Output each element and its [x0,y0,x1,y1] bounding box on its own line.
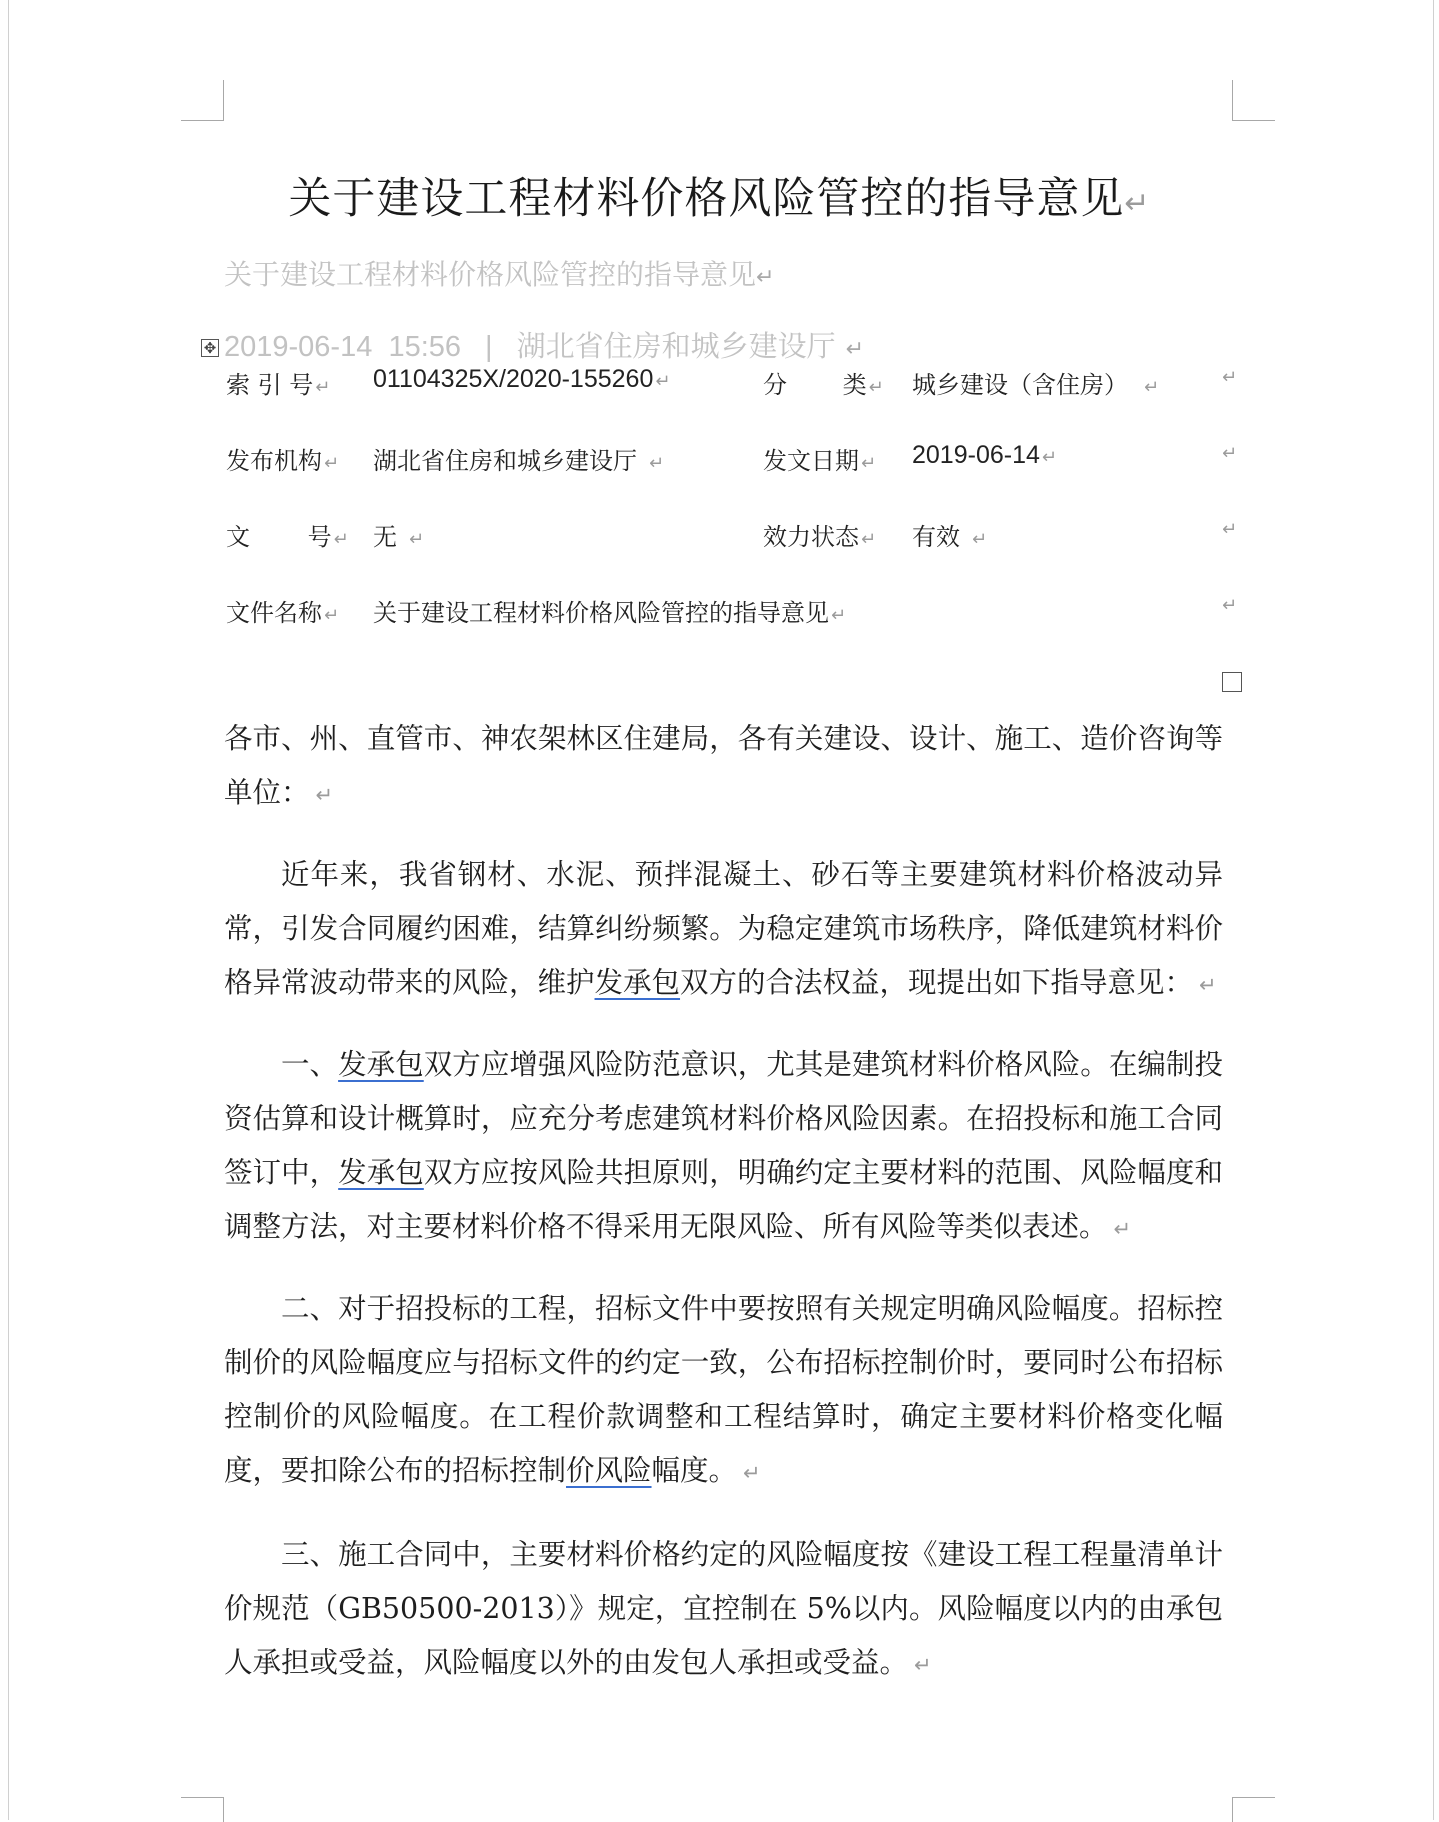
category-label-cell [763,365,884,400]
table-resize-handle[interactable] [1222,672,1242,692]
issuer-value: 湖北省住房和城乡建设厅 [373,447,637,475]
paragraph-mark: ↵ [1113,1217,1132,1241]
cell-mark: ↵ [655,371,671,392]
issuer-value-cell [373,441,664,476]
p2-text-a: 一、 [281,1048,339,1081]
publish-meta-line[interactable] [224,324,864,365]
cell-mark: ↵ [409,529,425,550]
document-title-text: 关于建设工程材料价格风险管控的指导意见 [288,174,1125,224]
cell-mark: ↵ [831,605,847,626]
index-label: 索 引 号 [226,371,314,399]
document-subtitle[interactable] [224,253,774,293]
p3-underlined-term: 价风险 [566,1454,652,1487]
index-value: 01104325X/2020-155260 [373,365,654,393]
meta-separator: | [485,331,493,363]
p3-text-b: 幅度。 [651,1454,738,1487]
paragraph-mark: ↵ [1124,186,1151,221]
issue-date-value-cell [912,441,1057,470]
issue-date-label: 发文日期 [763,447,859,475]
index-value-cell [373,365,670,394]
doc-number-label: 文 号 [226,523,332,551]
cell-mark: ↵ [324,605,340,626]
publish-time: 15:56 [388,331,462,363]
issue-date-value: 2019-06-14 [912,441,1040,469]
file-name-value-cell [373,593,846,628]
publish-source: 湖北省住房和城乡建设厅 [516,331,836,363]
publish-date: 2019-06-14 [224,331,373,363]
status-value: 有效 [912,523,960,551]
p3-text-a: 二、对于招投标的工程，招标文件中要按照有关规定明确风险幅度。招标控制价的风险幅度应与招标文件的约定一致，公布招标控制价时，要同时公布招标控制价的风险幅度。在工程价款调整和工程结算时，确定主要材料价格变化幅度，要扣除公布的招标控制 [224,1292,1223,1487]
cell-mark: ↵ [649,453,665,474]
paragraph-mark: ↵ [743,1461,761,1485]
doc-number-label-cell [226,517,349,552]
issuer-label: 发布机构 [226,447,322,475]
body-paragraph-3[interactable] [224,1528,1223,1692]
category-value-cell [912,365,1159,400]
status-value-cell [912,517,987,552]
file-name-label: 文件名称 [226,599,322,627]
p1-underlined-term: 发承包 [594,966,681,999]
cell-mark: ↵ [972,529,988,550]
paragraph-mark: ↵ [1199,973,1217,997]
p2-text-b: 双方应增强风险防范意识，尤其是建筑材料价格风险。在编制投资估算和设计概算时，应充分考虑建筑材料价格风险因素。在招投标和施工合同签订中， [224,1048,1223,1189]
cell-mark: ↵ [333,529,349,550]
table-move-handle-icon[interactable]: ✥ [201,339,219,357]
body-paragraph-2[interactable] [224,1282,1223,1500]
cell-mark: ↵ [868,377,884,398]
margin-corner-top-left [181,80,224,121]
p1-text-a: 近年来，我省钢材、水泥、预拌混凝土、砂石等主要建筑材料价格波动异常，引发合同履约困难，结算纠纷频繁。为稳定建筑市场秩序，降低建筑材料价格异常波动带来的风险，维护 [224,858,1223,999]
margin-corner-top-right [1232,80,1275,121]
document-title[interactable] [150,165,1289,226]
row-end-mark: ↵ [1222,519,1238,540]
category-label: 分 类 [763,371,867,399]
cell-mark: ↵ [324,453,340,474]
margin-corner-bottom-right [1232,1797,1275,1822]
cell-mark: ↵ [861,529,877,550]
paragraph-mark: ↵ [756,265,775,290]
paragraph-mark: ↵ [315,783,334,807]
file-name-label-cell [226,593,339,628]
cell-mark: ↵ [1041,447,1057,468]
p1-text-b: 双方的合法权益，现提出如下指导意见： [680,966,1194,999]
body-paragraph-1[interactable] [224,1038,1223,1256]
body-paragraph-intro[interactable] [224,848,1223,1012]
cell-mark: ↵ [861,453,877,474]
issue-date-label-cell [763,441,876,476]
doc-number-value: 无 [373,523,397,551]
file-name-value: 关于建设工程材料价格风险管控的指导意见 [373,599,829,627]
p2-text-c: 双方应按风险共担原则，明确约定主要材料的范围、风险幅度和调整方法，对主要材料价格不得采用无限风险、所有风险等类似表述。 [224,1156,1223,1243]
cell-mark: ↵ [315,377,331,398]
issuer-label-cell [226,441,339,476]
status-label-cell [763,517,876,552]
category-value: 城乡建设（含住房） [912,371,1128,399]
salutation-paragraph[interactable] [224,712,1223,822]
index-label-cell [226,365,330,400]
p2-underlined-term-1: 发承包 [338,1048,424,1081]
paragraph-mark: ↵ [914,1653,932,1677]
p4-text: 三、施工合同中，主要材料价格约定的风险幅度按《建设工程工程量清单计价规范（GB50500-2013）》规定，宜控制在 5%以内。风险幅度以内的由承包人承担或受益，风险幅度以外的由发包人承担或受益。 [224,1538,1223,1679]
status-label: 效力状态 [763,523,859,551]
row-end-mark: ↵ [1222,367,1238,388]
margin-corner-bottom-left [181,1797,224,1822]
salutation-text: 各市、州、直管市、神农架林区住建局，各有关建设、设计、施工、造价咨询等单位： [224,722,1223,809]
doc-number-value-cell [373,517,424,552]
paragraph-mark: ↵ [845,337,865,362]
row-end-mark: ↵ [1222,595,1238,616]
p2-underlined-term-2: 发承包 [338,1156,424,1189]
document-subtitle-text: 关于建设工程材料价格风险管控的指导意见 [224,258,757,291]
row-end-mark: ↵ [1222,443,1238,464]
cell-mark: ↵ [1144,377,1160,398]
